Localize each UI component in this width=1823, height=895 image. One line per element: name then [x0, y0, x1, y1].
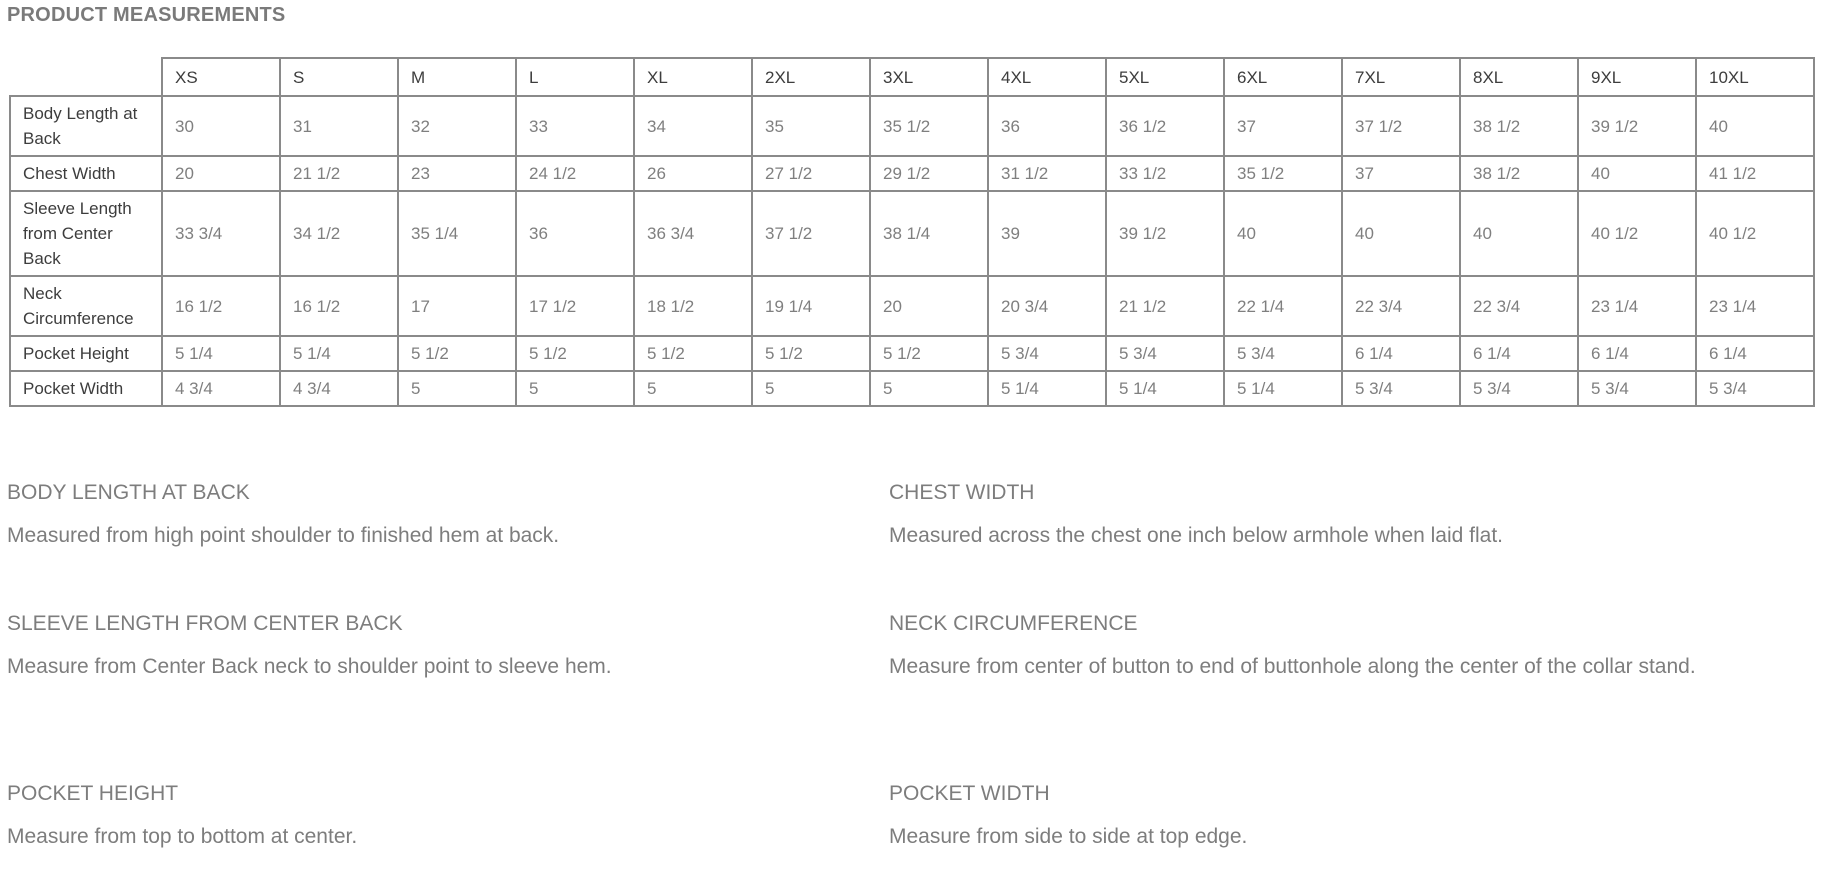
size-header: XS	[162, 58, 280, 96]
measurement-cell: 16 1/2	[280, 276, 398, 336]
row-label: Neck Circumference	[10, 276, 162, 336]
size-header: 9XL	[1578, 58, 1696, 96]
definition-text: Measure from top to bottom at center.	[7, 825, 358, 848]
measurement-cell: 40	[1460, 191, 1578, 276]
measurement-cell: 6 1/4	[1696, 336, 1814, 371]
measurement-cell: 29 1/2	[870, 156, 988, 191]
definition-pocket-height	[7, 779, 857, 856]
measurement-cell: 37	[1224, 96, 1342, 156]
measurement-cell: 34	[634, 96, 752, 156]
measurement-cell: 27 1/2	[752, 156, 870, 191]
size-header: 5XL	[1106, 58, 1224, 96]
table-row	[10, 96, 1814, 156]
row-label: Pocket Width	[10, 371, 162, 406]
measurement-cell: 21 1/2	[1106, 276, 1224, 336]
definition-text: Measure from side to side at top edge.	[889, 825, 1248, 848]
measurement-cell: 17 1/2	[516, 276, 634, 336]
measurement-cell: 6 1/4	[1342, 336, 1460, 371]
measurement-cell: 36 3/4	[634, 191, 752, 276]
measurement-cell: 5	[752, 371, 870, 406]
definition-pocket-width	[889, 779, 1739, 856]
definition-text: Measure from Center Back neck to shoulder point to sleeve hem.	[7, 655, 612, 678]
measurement-cell: 22 3/4	[1460, 276, 1578, 336]
measurement-cell: 41 1/2	[1696, 156, 1814, 191]
table-row	[10, 156, 1814, 191]
measurement-cell: 5 3/4	[1342, 371, 1460, 406]
table-row	[10, 276, 1814, 336]
size-header: M	[398, 58, 516, 96]
measurement-cell: 5 1/2	[398, 336, 516, 371]
row-label: Sleeve Length from Center Back	[10, 191, 162, 276]
measurement-cell: 35 1/2	[870, 96, 988, 156]
table-row	[10, 336, 1814, 371]
row-label: Chest Width	[10, 156, 162, 191]
size-header: 4XL	[988, 58, 1106, 96]
definition-chest-width	[889, 478, 1739, 555]
measurement-cell: 5 1/2	[752, 336, 870, 371]
row-label: Pocket Height	[10, 336, 162, 371]
measurement-cell: 33 3/4	[162, 191, 280, 276]
measurement-cell: 38 1/2	[1460, 96, 1578, 156]
size-header: L	[516, 58, 634, 96]
row-label: Body Length at Back	[10, 96, 162, 156]
measurement-cell: 26	[634, 156, 752, 191]
measurement-cell: 5 1/2	[870, 336, 988, 371]
measurement-cell: 4 3/4	[280, 371, 398, 406]
measurement-cell: 23 1/4	[1578, 276, 1696, 336]
definition-sleeve-length	[7, 609, 857, 686]
measurement-cell: 5 1/2	[634, 336, 752, 371]
measurement-cell: 31 1/2	[988, 156, 1106, 191]
measurement-cell: 5 1/4	[988, 371, 1106, 406]
measurement-cell: 37 1/2	[1342, 96, 1460, 156]
measurement-cell: 5 1/4	[1224, 371, 1342, 406]
measurement-cell: 5	[398, 371, 516, 406]
size-header: 2XL	[752, 58, 870, 96]
size-header: 10XL	[1696, 58, 1814, 96]
size-header: S	[280, 58, 398, 96]
measurement-cell: 35	[752, 96, 870, 156]
measurements-table	[9, 57, 1815, 407]
definition-title: CHEST WIDTH	[889, 481, 1035, 504]
measurement-cell: 5 3/4	[1578, 371, 1696, 406]
definition-text: Measured across the chest one inch below armhole when laid flat.	[889, 524, 1504, 547]
measurement-cell: 39 1/2	[1578, 96, 1696, 156]
measurement-cell: 35 1/4	[398, 191, 516, 276]
size-header: 6XL	[1224, 58, 1342, 96]
measurement-cell: 16 1/2	[162, 276, 280, 336]
definition-title: POCKET HEIGHT	[7, 782, 179, 805]
measurement-cell: 37	[1342, 156, 1460, 191]
measurement-cell: 35 1/2	[1224, 156, 1342, 191]
definition-neck-circumference	[889, 609, 1709, 686]
definition-title: SLEEVE LENGTH FROM CENTER BACK	[7, 612, 403, 635]
measurement-cell: 17	[398, 276, 516, 336]
definition-title: BODY LENGTH AT BACK	[7, 481, 250, 504]
measurement-cell: 5 1/4	[280, 336, 398, 371]
measurement-cell: 4 3/4	[162, 371, 280, 406]
measurement-cell: 38 1/4	[870, 191, 988, 276]
measurement-cell: 5 3/4	[1224, 336, 1342, 371]
measurement-cell: 36	[988, 96, 1106, 156]
measurement-cell: 34 1/2	[280, 191, 398, 276]
table-row	[10, 371, 1814, 406]
measurement-cell: 5 3/4	[1106, 336, 1224, 371]
size-header: 8XL	[1460, 58, 1578, 96]
measurement-cell: 39	[988, 191, 1106, 276]
definition-text: Measured from high point shoulder to finished hem at back.	[7, 524, 560, 547]
measurement-cell: 39 1/2	[1106, 191, 1224, 276]
measurement-cell: 5	[634, 371, 752, 406]
page-title: PRODUCT MEASUREMENTS	[7, 4, 286, 26]
header-corner-cell	[10, 58, 162, 96]
measurement-cell: 5 1/2	[516, 336, 634, 371]
measurement-cell: 40	[1578, 156, 1696, 191]
measurement-cell: 5 3/4	[988, 336, 1106, 371]
measurement-cell: 40	[1342, 191, 1460, 276]
measurement-cell: 19 1/4	[752, 276, 870, 336]
measurement-cell: 18 1/2	[634, 276, 752, 336]
measurement-cell: 40 1/2	[1696, 191, 1814, 276]
definition-text: Measure from center of button to end of buttonhole along the center of the collar stand.	[889, 655, 1696, 678]
measurement-cell: 40	[1696, 96, 1814, 156]
measurement-cell: 22 1/4	[1224, 276, 1342, 336]
size-header-row	[10, 58, 1814, 96]
measurement-cell: 5 1/4	[1106, 371, 1224, 406]
measurement-cell: 22 3/4	[1342, 276, 1460, 336]
size-header: XL	[634, 58, 752, 96]
measurement-cell: 23	[398, 156, 516, 191]
measurement-cell: 36	[516, 191, 634, 276]
measurement-cell: 37 1/2	[752, 191, 870, 276]
measurement-cell: 30	[162, 96, 280, 156]
size-header: 3XL	[870, 58, 988, 96]
measurement-cell: 6 1/4	[1578, 336, 1696, 371]
measurement-cell: 40 1/2	[1578, 191, 1696, 276]
measurement-cell: 5	[516, 371, 634, 406]
measurement-cell: 38 1/2	[1460, 156, 1578, 191]
table-row	[10, 191, 1814, 276]
measurement-cell: 33	[516, 96, 634, 156]
measurement-cell: 32	[398, 96, 516, 156]
definition-title: NECK CIRCUMFERENCE	[889, 612, 1138, 635]
measurement-cell: 33 1/2	[1106, 156, 1224, 191]
measurement-cell: 40	[1224, 191, 1342, 276]
measurement-cell: 5	[870, 371, 988, 406]
measurement-cell: 24 1/2	[516, 156, 634, 191]
measurement-cell: 23 1/4	[1696, 276, 1814, 336]
measurement-cell: 5 1/4	[162, 336, 280, 371]
size-header: 7XL	[1342, 58, 1460, 96]
definition-body-length	[7, 478, 857, 555]
measurement-cell: 20 3/4	[988, 276, 1106, 336]
measurement-cell: 21 1/2	[280, 156, 398, 191]
measurement-cell: 20	[870, 276, 988, 336]
measurement-cell: 36 1/2	[1106, 96, 1224, 156]
measurement-cell: 6 1/4	[1460, 336, 1578, 371]
measurement-cell: 20	[162, 156, 280, 191]
measurement-cell: 31	[280, 96, 398, 156]
definition-title: POCKET WIDTH	[889, 782, 1050, 805]
measurement-cell: 5 3/4	[1460, 371, 1578, 406]
measurement-cell: 5 3/4	[1696, 371, 1814, 406]
